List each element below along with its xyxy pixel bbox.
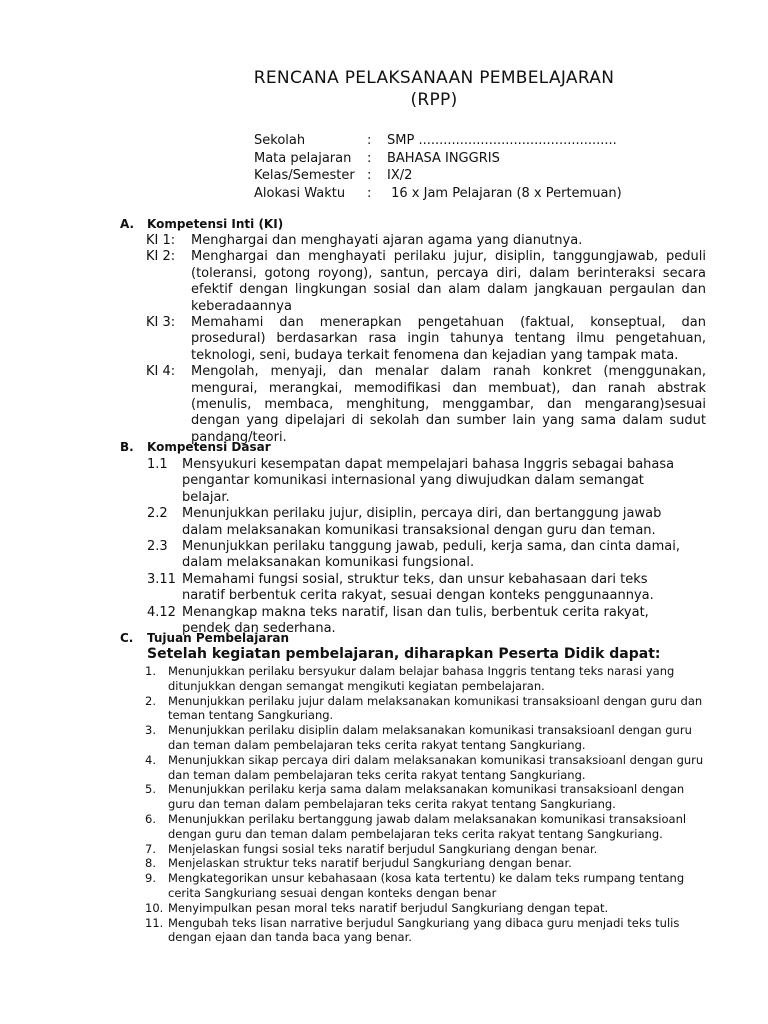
info-row-sekolah — [254, 132, 622, 150]
section-b-heading — [120, 440, 271, 454]
info-label: Mata pelajaran — [254, 150, 352, 166]
list-item — [145, 782, 713, 812]
list-item — [145, 842, 713, 857]
info-label: Sekolah — [254, 133, 306, 148]
info-value: SMP ................................................ — [387, 133, 617, 148]
section-title: Tujuan Pembelajaran — [147, 631, 290, 645]
ki-text: Mengolah, menyaji, dan menalar dalam ranah konkret (menggunakan, mengurai, merangkai, memodifikasi dan membuat), dan ranah abstrak (menulis, membaca, menghitung, menggambar, dan mengarang)sesuai dengan yang dipelajari di sekolah dan sumber lain yang sama dalam sudut pandang/teori. — [191, 364, 706, 445]
ki-number: KI 3: — [146, 315, 176, 331]
tujuan-number: 3. — [145, 723, 156, 738]
tujuan-number: 4. — [145, 752, 156, 767]
ki-text: Menghargai dan menghayati ajaran agama yang dianutnya. — [191, 233, 583, 248]
list-item — [145, 664, 713, 694]
section-a-heading — [120, 217, 283, 231]
list-item — [145, 753, 713, 783]
list-item — [146, 233, 706, 249]
tujuan-text: Menunjukkan perilaku kerja sama dalam melaksanakan komunikasi transaksioanl dengan guru dan teman dalam pembelajaran teks cerita rakyat tentang Sangkuriang. — [168, 782, 685, 812]
kd-number: 2.3 — [147, 539, 168, 555]
list-item — [147, 572, 692, 605]
tujuan-text: Menunjukkan perilaku jujur dalam melaksanakan komunikasi transaksioanl dengan guru dan teman tentang Sangkuriang. — [168, 693, 703, 723]
kd-number: 1.1 — [147, 457, 168, 472]
tujuan-number: 1. — [145, 664, 156, 678]
list-item — [147, 539, 692, 572]
info-colon: : — [367, 150, 372, 166]
section-title: Kompetensi Inti (KI) — [147, 217, 284, 231]
tujuan-number: 9. — [145, 871, 156, 886]
kd-number: 2.2 — [147, 506, 168, 522]
kd-list — [147, 457, 692, 637]
ki-text: Menghargai dan menghayati perilaku jujur, disiplin, tanggungjawab, peduli (toleransi, gotong royong), santun, percaya diri, dalam berinteraksi secara efektif dengan lingkungan sosial dan alam dalam jangkauan pergaulan dan keberadaannya — [191, 249, 706, 314]
list-item — [146, 364, 706, 446]
ki-number: KI 2: — [146, 249, 176, 265]
tujuan-number: 5. — [145, 782, 156, 797]
tujuan-list — [145, 664, 713, 945]
info-value: IX/2 — [387, 168, 413, 183]
tujuan-number: 6. — [145, 811, 156, 826]
list-item — [147, 506, 692, 539]
document-subtitle: (RPP) — [410, 90, 458, 110]
list-item — [145, 901, 713, 916]
tujuan-text: Menunjukkan perilaku bertanggung jawab dalam melaksanakan komunikasi transaksioanl dengan guru dan teman dalam pembelajaran teks cerita rakyat tentang Sangkuriang. — [168, 811, 687, 841]
section-c-heading — [120, 631, 289, 645]
ki-text: Memahami dan menerapkan pengetahuan (faktual, konseptual, dan prosedural) berdasarkan rasa ingin tahunya tentang ilmu pengetahuan, teknologi, seni, budaya terkait fenomena dan kejadian yang tampak mata. — [191, 315, 706, 363]
ki-number: KI 4: — [146, 364, 176, 380]
tujuan-text: Menjelaskan struktur teks naratif berjudul Sangkuriang dengan benar. — [168, 856, 572, 871]
tujuan-intro: Setelah kegiatan pembelajaran, diharapkan Peserta Didik dapat: — [147, 646, 661, 662]
info-value: BAHASA INGGRIS — [387, 150, 500, 166]
info-row-kelas-semester — [254, 167, 622, 185]
tujuan-number: 11. — [145, 915, 164, 930]
kd-text: Memahami fungsi sosial, struktur teks, dan unsur kebahasaan dari teks naratif berbentuk cerita rakyat, sesuai dengan konteks penggunaannya. — [182, 571, 654, 604]
kd-text: Mensyukuri kesempatan dapat mempelajari bahasa Inggris sebagai bahasa pengantar komunikasi internasional yang diwujudkan dalam semangat belajar. — [182, 457, 675, 505]
kd-text: Menunjukkan perilaku tanggung jawab, peduli, kerja sama, dan cinta damai, dalam melaksanakan komunikasi fungsional. — [182, 539, 680, 571]
ki-list — [146, 233, 706, 446]
info-colon: : — [367, 185, 372, 201]
kd-number: 4.12 — [147, 604, 176, 620]
tujuan-number: 7. — [145, 841, 156, 856]
kd-text: Menunjukkan perilaku jujur, disiplin, percaya diri, dan bertanggung jawab dalam melaksanakan komunikasi transaksional dengan guru dan teman. — [182, 506, 662, 538]
tujuan-text: Menjelaskan fungsi sosial teks naratif berjudul Sangkuriang dengan benar. — [168, 841, 598, 856]
tujuan-text: Menunjukkan sikap percaya diri dalam melaksanakan komunikasi transaksioanl dengan guru dan teman dalam pembelajaran teks cerita rakyat tentang Sangkuriang. — [168, 752, 704, 782]
tujuan-number: 2. — [145, 693, 156, 708]
tujuan-number: 8. — [145, 856, 156, 871]
info-label: Alokasi Waktu — [254, 185, 346, 201]
list-item — [146, 315, 706, 364]
list-item — [145, 723, 713, 753]
info-row-mata-pelajaran — [254, 150, 622, 168]
info-table — [254, 132, 622, 202]
kd-text: Menangkap makna teks naratif, lisan dan tulis, berbentuk cerita rakyat, pendek dan sederhana. — [182, 604, 649, 637]
info-colon: : — [367, 133, 372, 148]
section-title: Kompetensi Dasar — [147, 440, 271, 454]
section-letter: A. — [120, 217, 135, 231]
section-letter: B. — [120, 440, 134, 454]
list-item — [145, 694, 713, 724]
list-item — [145, 856, 713, 871]
info-label: Kelas/Semester — [254, 168, 355, 183]
list-item — [145, 871, 713, 901]
tujuan-text: Mengubah teks lisan narrative berjudul Sangkuriang yang dibaca guru menjadi teks tulis dengan ejaan dan tanda baca yang benar. — [168, 915, 680, 945]
ki-number: KI 1: — [146, 233, 176, 248]
document-title: RENCANA PELAKSANAAN PEMBELAJARAN — [253, 68, 615, 88]
list-item — [145, 916, 713, 946]
tujuan-text: Menyimpulkan pesan moral teks naratif berjudul Sangkuriang dengan tepat. — [168, 900, 609, 915]
tujuan-text: Mengkategorikan unsur kebahasaan (kosa kata tertentu) ke dalam teks rumpang tentang cerita Sangkuriang sesuai dengan konteks dengan benar — [168, 871, 685, 900]
info-row-alokasi-waktu — [254, 185, 622, 203]
kd-number: 3.11 — [147, 571, 176, 587]
list-item — [145, 812, 713, 842]
tujuan-text: Menunjukkan perilaku bersyukur dalam belajar bahasa Inggris tentang teks narasi yang ditunjukkan dengan semangat mengikuti kegiatan pembelajaran. — [168, 664, 675, 693]
info-value: 16 x Jam Pelajaran (8 x Pertemuan) — [387, 185, 622, 201]
info-colon: : — [367, 168, 372, 183]
list-item — [146, 249, 706, 315]
tujuan-number: 10. — [145, 900, 164, 915]
tujuan-text: Menunjukkan perilaku disiplin dalam melaksanakan komunikasi transaksioanl dengan guru dan teman dalam pembelajaran teks cerita rakyat tentang Sangkuriang. — [168, 723, 692, 752]
list-item — [147, 457, 692, 506]
section-letter: C. — [120, 631, 134, 645]
